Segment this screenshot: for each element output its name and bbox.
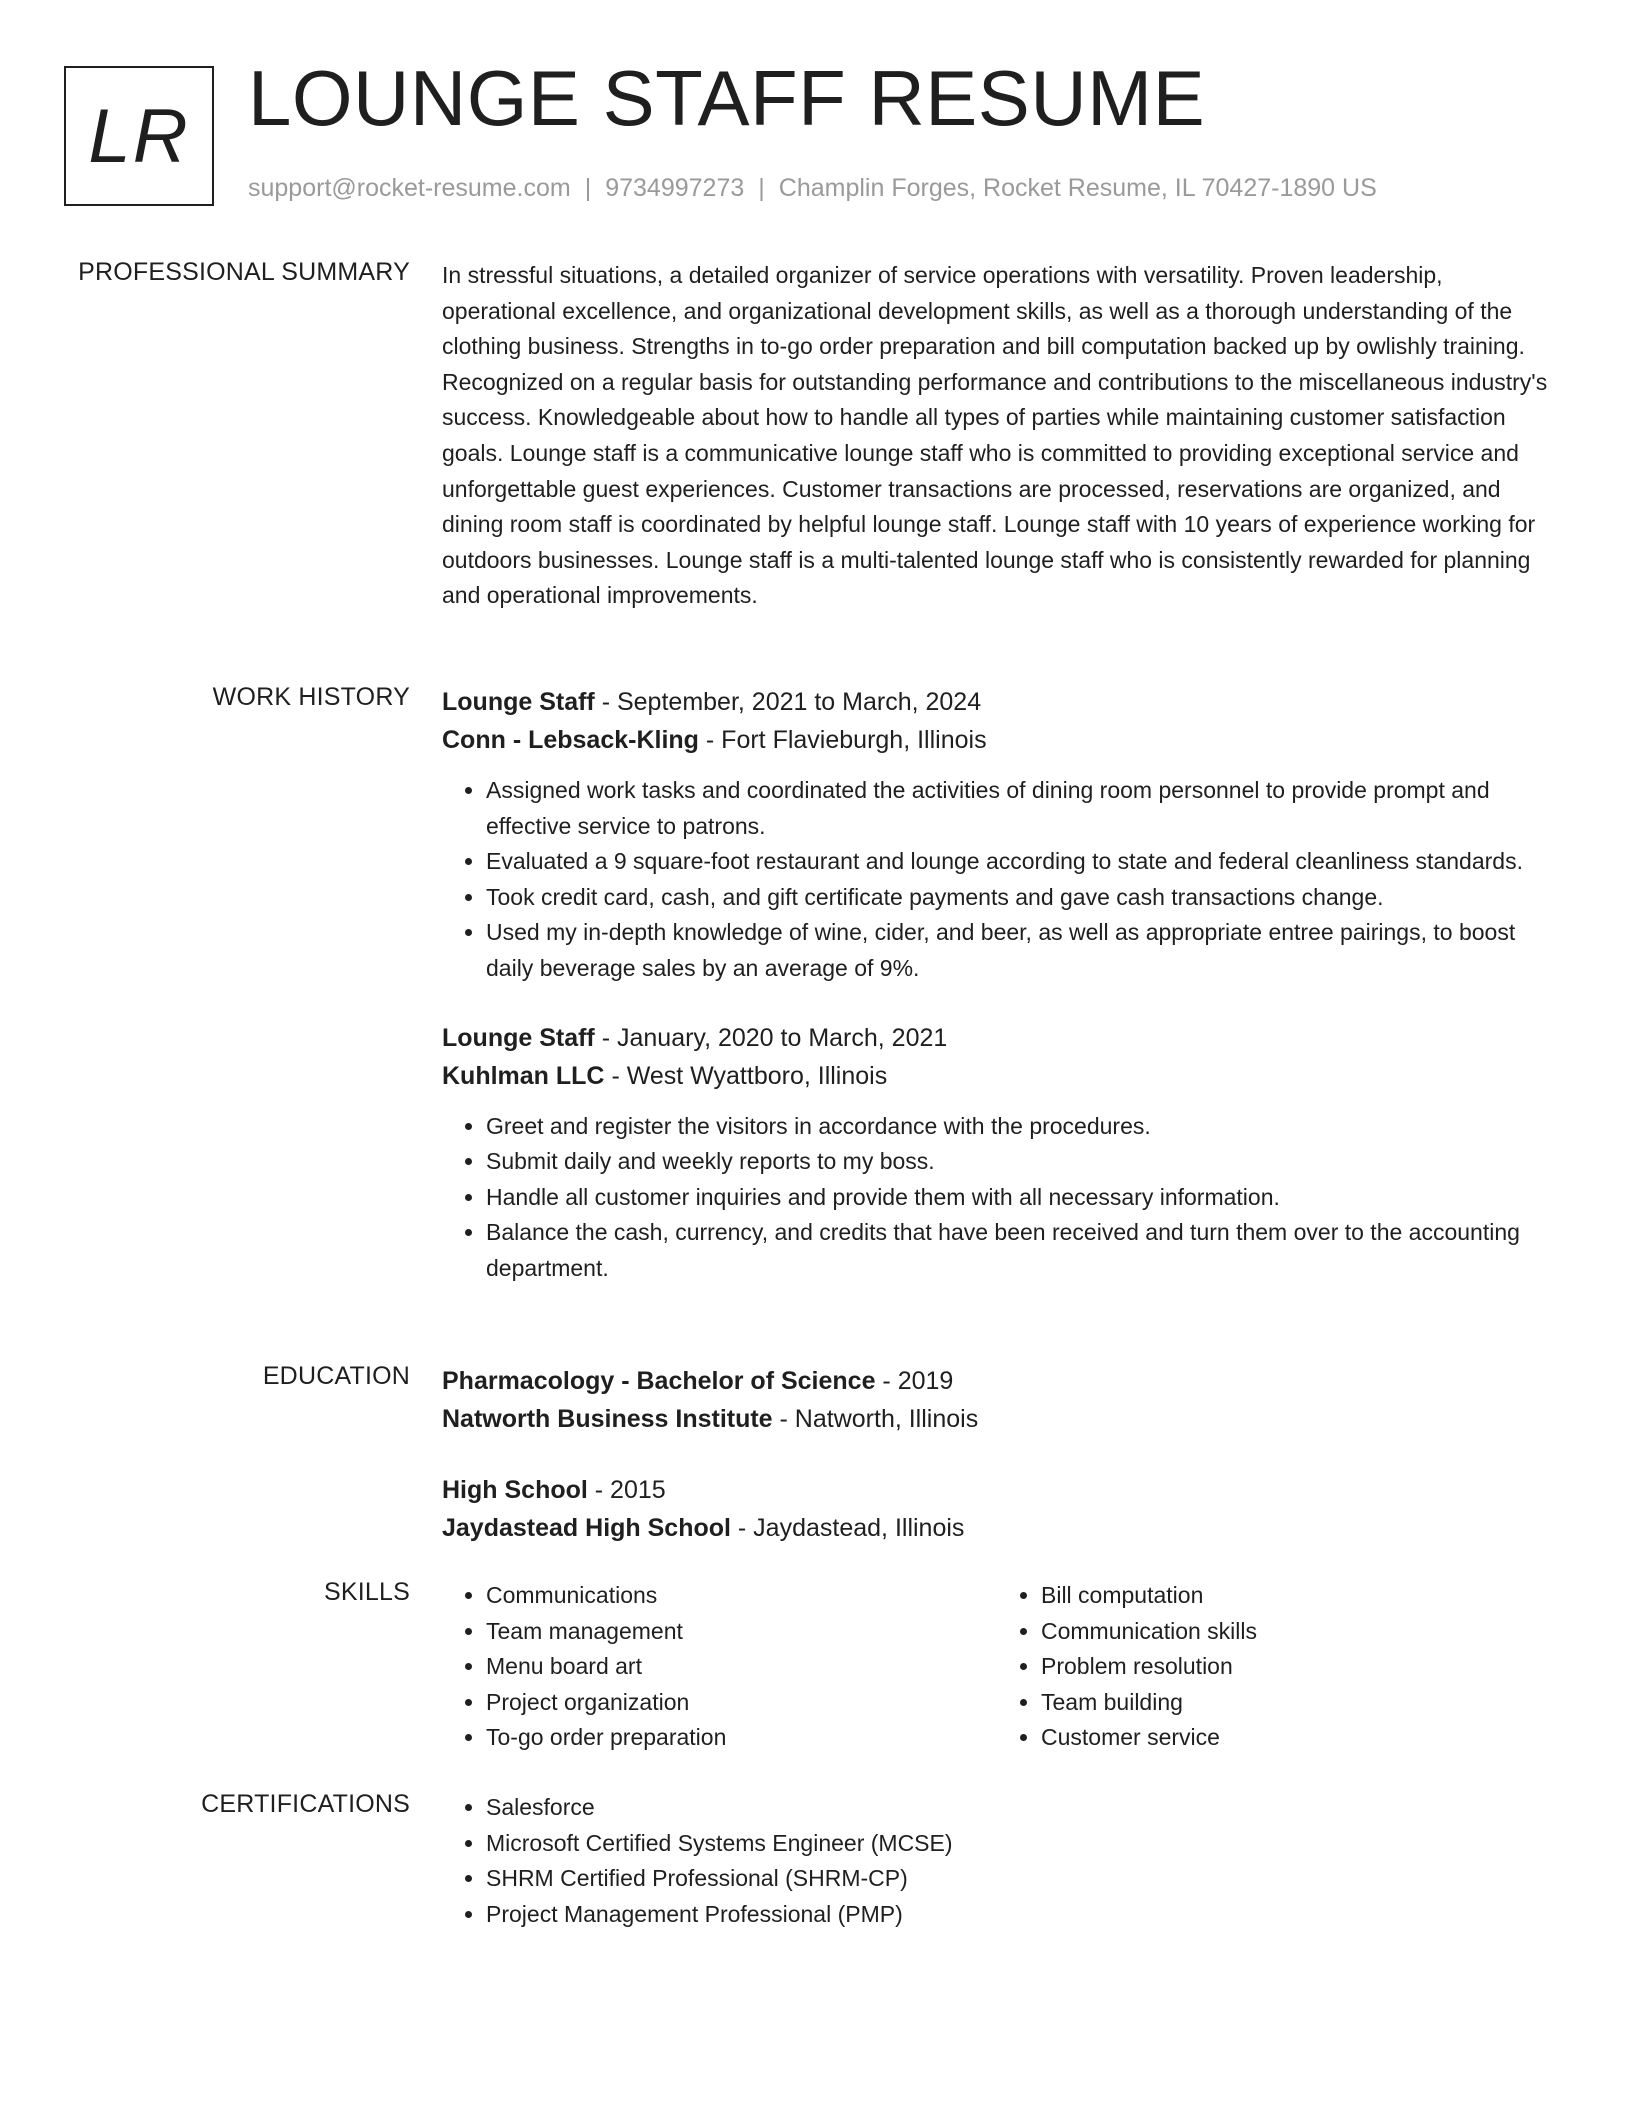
contact-separator: | [758,174,765,202]
school-line [442,1400,1552,1438]
job-company-line [442,1057,1552,1095]
list-item: • Communications [486,1578,997,1614]
job-title-line [442,683,1552,721]
education-body [442,1362,1552,1547]
list-item: • Evaluated a 9 square-foot restaurant and lounge according to state and federal cleanliness standards. [486,844,1552,880]
degree-year: - 2015 [587,1476,666,1504]
school-location: - Jaydastead, Illinois [730,1514,965,1542]
section-label-work-history: WORK HISTORY [212,683,410,711]
job-company: Conn - Lebsack-Kling [442,726,699,754]
certifications-list [442,1790,1552,1932]
contact-separator: | [584,174,592,202]
list-item: • Salesforce [486,1790,1552,1826]
list-item: • Problem resolution [1041,1649,1552,1685]
education-entry [442,1471,1552,1547]
job-title-line [442,1019,1552,1057]
list-item: • Balance the cash, currency, and credits that have been received and turn them over to the accounting department. [486,1215,1552,1286]
section-label-education: EDUCATION [262,1362,410,1390]
list-item: • Handle all customer inquiries and provide them with all necessary information. [486,1180,1552,1216]
job-title: Lounge Staff [442,1023,595,1052]
job-location: - Fort Flavieburgh, Illinois [698,726,987,754]
contact-email[interactable]: support@rocket-resume.com [248,174,571,202]
list-item: • Took credit card, cash, and gift certificate payments and gave cash transactions change. [486,880,1552,916]
list-item: • Project Management Professional (PMP) [486,1897,1552,1933]
degree-line [442,1471,1552,1509]
list-item: • Assigned work tasks and coordinated the activities of dining room personnel to provide prompt and effective service to patrons. [486,773,1552,844]
job-location: - West Wyattboro, Illinois [604,1061,888,1090]
school: Natworth Business Institute [442,1405,773,1433]
list-item: • To-go order preparation [486,1720,997,1756]
job-dates: - September, 2021 to March, 2024 [594,688,982,716]
degree-year: - 2019 [875,1367,954,1395]
school: Jaydastead High School [442,1514,731,1542]
job-entry [442,1019,1552,1287]
skills-body [442,1578,1552,1756]
summary-text: In stressful situations, a detailed organizer of service operations with versatility. Proven leadership, operational excellence, and organizational development skills, as well as a thorough understanding of the clothing business. Strengths in to-go order preparation and bill computation backed up by owlishly training. Recognized on a regular basis for outstanding performance and contributions to the miscellaneous industry's success. Knowledgeable about how to handle all types of parties while maintaining customer satisfaction goals. Lounge staff is a communicative lounge staff who is committed to providing exceptional service and unforgettable guest experiences. Customer transactions are processed, reservations are organized, and dining room staff is coordinated by helpful lounge staff. Lounge staff with 10 years of experience working for outdoors businesses. Lounge staff is a multi-talented lounge staff who is consistently rewarded for planning and operational improvements. [442,262,1548,609]
section-label-skills: SKILLS [324,1578,410,1606]
summary-body [442,258,1552,614]
list-item: • Communication skills [1041,1614,1552,1650]
education-entry [442,1362,1552,1438]
job-bullets [442,773,1552,987]
degree: Pharmacology - Bachelor of Science [442,1367,876,1395]
list-item: • Used my in-depth knowledge of wine, cider, and beer, as well as appropriate entree pairings, to boost daily beverage sales by an average of 9%. [486,915,1552,986]
list-item: • Greet and register the visitors in accordance with the procedures. [486,1109,1552,1145]
school-location: - Natworth, Illinois [772,1405,979,1433]
job-company-line [442,721,1552,759]
resume-title: LOUNGE STAFF RESUME [248,54,1206,142]
monogram-logo: LR [64,66,214,206]
skills-list-right [997,1578,1552,1756]
list-item: • Team management [486,1614,997,1650]
contact-line [248,174,1377,203]
section-label-certifications: CERTIFICATIONS [201,1790,410,1818]
list-item: • Microsoft Certified Systems Engineer (MCSE) [486,1826,1552,1862]
degree: High School [442,1476,588,1504]
list-item: • Team building [1041,1685,1552,1721]
list-item: • Customer service [1041,1720,1552,1756]
list-item: • SHRM Certified Professional (SHRM-CP) [486,1861,1552,1897]
list-item: • Project organization [486,1685,997,1721]
job-dates: - January, 2020 to March, 2021 [594,1023,948,1052]
school-line [442,1509,1552,1547]
contact-phone[interactable]: 9734997273 [605,174,745,202]
job-entry [442,683,1552,987]
certifications-body [442,1790,1552,1932]
list-item: • Menu board art [486,1649,997,1685]
contact-address: Champlin Forges, Rocket Resume, IL 70427-1890 US [778,174,1377,202]
section-label-summary: PROFESSIONAL SUMMARY [78,258,410,286]
job-title: Lounge Staff [442,688,595,716]
skills-grid [442,1578,1552,1756]
degree-line [442,1362,1552,1400]
work-history-body [442,683,1552,1287]
list-item: • Submit daily and weekly reports to my boss. [486,1144,1552,1180]
list-item: • Bill computation [1041,1578,1552,1614]
job-company: Kuhlman LLC [442,1061,605,1090]
job-bullets [442,1109,1552,1287]
skills-list-left [442,1578,997,1756]
